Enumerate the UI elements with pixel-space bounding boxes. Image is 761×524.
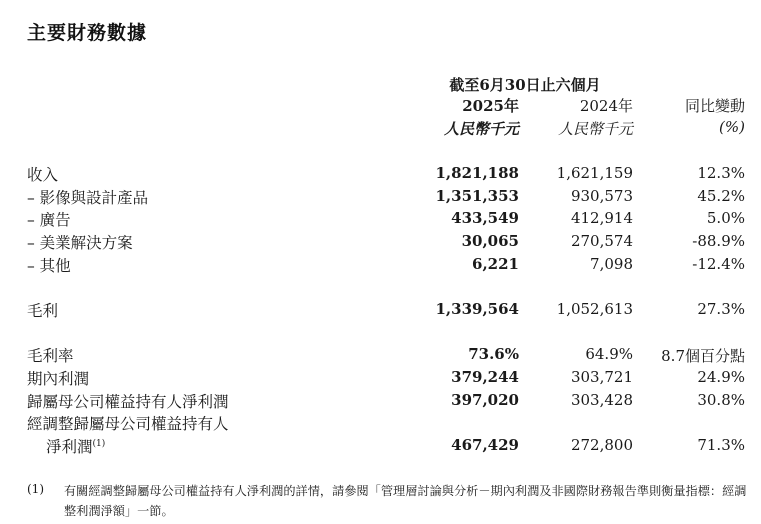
row-advertising-change: 5.0%: [706, 209, 745, 227]
row-revenue-2024: 1,621,159: [556, 164, 633, 182]
section-title: 主要財務數據: [27, 22, 148, 44]
row-period-profit-2025: 379,244: [451, 368, 519, 386]
row-gross-margin-2025: 73.6%: [468, 345, 519, 363]
footnote-number: (1): [27, 482, 44, 496]
row-label-gross-profit: 毛利: [27, 302, 59, 320]
row-label-imaging: – 影像與設計產品: [27, 189, 149, 207]
col-change-label: 同比變動: [684, 97, 745, 115]
row-adjusted-change: 71.3%: [697, 436, 745, 454]
row-gross-profit-2024: 1,052,613: [556, 300, 633, 318]
row-imaging-2025: 1,351,353: [435, 187, 519, 205]
row-period-profit-change: 24.9%: [697, 368, 745, 386]
row-net-profit-change: 30.8%: [697, 391, 745, 409]
row-others-2024: 7,098: [590, 255, 633, 273]
row-period-profit-2024: 303,721: [570, 368, 633, 386]
row-others-change: -12.4%: [692, 255, 745, 273]
row-label-period-profit: 期內利潤: [27, 370, 90, 388]
row-revenue-2025: 1,821,188: [435, 164, 519, 182]
row-advertising-2025: 433,549: [451, 209, 519, 227]
row-others-2025: 6,221: [472, 255, 519, 273]
row-revenue-change: 12.3%: [697, 164, 745, 182]
row-beauty-change: -88.9%: [692, 232, 745, 250]
row-gross-profit-2025: 1,339,564: [435, 300, 519, 318]
row-label-adjusted-text: 淨利潤: [46, 438, 93, 456]
row-label-gross-margin: 毛利率: [27, 347, 74, 365]
row-label-revenue: 收入: [27, 166, 59, 184]
row-imaging-change: 45.2%: [697, 187, 745, 205]
col-2024-unit: 人民幣千元: [557, 120, 633, 138]
period-header: 截至6月30日止六個月: [449, 76, 601, 94]
footnote-ref: (1): [92, 438, 106, 449]
col-2025-unit: 人民幣千元: [443, 120, 519, 138]
row-adjusted-2024: 272,800: [570, 436, 633, 454]
row-beauty-2025: 30,065: [461, 232, 519, 250]
row-beauty-2024: 270,574: [570, 232, 633, 250]
row-gross-margin-2024: 64.9%: [585, 345, 633, 363]
row-label-beauty: – 美業解決方案: [27, 234, 133, 252]
row-gross-profit-change: 27.3%: [697, 300, 745, 318]
row-advertising-2024: 412,914: [570, 209, 633, 227]
row-label-adjusted-line1: 經調整歸屬母公司權益持有人: [27, 415, 229, 433]
row-label-others: – 其他: [27, 257, 71, 275]
row-label-net-profit: 歸屬母公司權益持有人淨利潤: [27, 393, 229, 411]
row-label-adjusted-line2: [46, 435, 105, 457]
row-net-profit-2025: 397,020: [451, 391, 519, 409]
footnote-text: 有關經調整歸屬母公司權益持有人淨利潤的詳情，請參閱「管理層討論與分析－期內利潤及非國際財務報告準則衡量指標：經調整利潤淨額」一節。: [64, 484, 747, 518]
row-adjusted-2025: 467,429: [451, 436, 519, 454]
row-label-advertising: – 廣告: [27, 211, 71, 229]
col-2024-year: 2024年: [579, 97, 633, 115]
col-2025-year: 2025年: [462, 97, 519, 115]
row-imaging-2024: 930,573: [570, 187, 633, 205]
row-gross-margin-change: 8.7個百分點: [661, 347, 745, 365]
row-net-profit-2024: 303,428: [570, 391, 633, 409]
col-change-unit: (%): [719, 118, 745, 136]
